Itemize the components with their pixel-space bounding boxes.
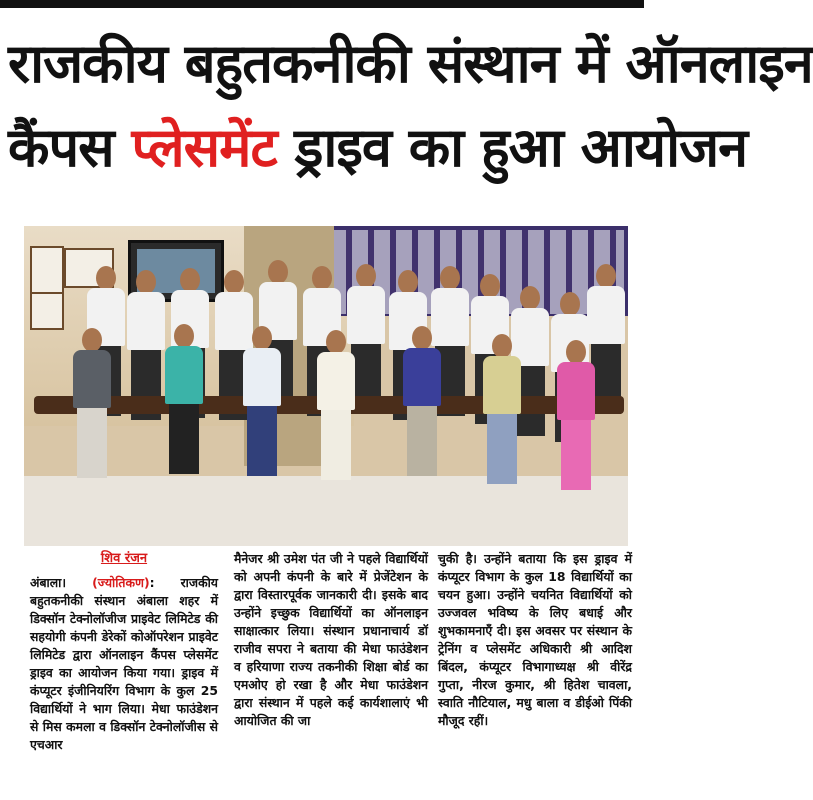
photo-wall-frame — [30, 292, 64, 330]
headline-line-1: राजकीय बहुतकनीकी संस्थान में ऑनलाइन — [8, 32, 813, 95]
byline: शिव रंजन — [100, 551, 148, 566]
photo-seated-person — [536, 340, 616, 530]
photo-seated-person — [52, 328, 132, 518]
article-text-3: चुकी है। उन्होंने बताया कि इस ड्राइव में कंप्यूटर विभाग के कुल 18 विद्यार्थियों का चयन हुआ। उन्होंने चयनित विद्यार्थियों को उज्जवल भविष्य के लिए बधाई और शुभकामनाएँ दी। इस अवसर पर संस्थान के ट्रेनिंग व प्लेसमेंट अधिकारी श्री आदिश बिंदल, कंप्यूटर विभागाध्यक्ष श्री वीरेंद्र गुप्ता, नीरज कुमार, श्री हितेश चावला, स्वाति नौटियाल, मधु बाला व डीईओ पिंकी मौजूद रहीं। — [438, 551, 632, 728]
top-rule — [0, 0, 644, 8]
photo-seated-person — [144, 324, 224, 514]
dateline-agency: (ज्योतिकण) — [92, 575, 150, 590]
photo-seated-person — [296, 330, 376, 520]
headline-line-2-a: कैंपस — [8, 116, 132, 179]
photo-seated-person — [222, 326, 302, 516]
group-photo — [24, 226, 628, 546]
headline-line-2 — [8, 110, 748, 186]
headline-highlight: प्लेसमेंट — [131, 116, 277, 179]
dateline-place: अंबाला। — [30, 575, 67, 590]
article-text-2: मैनेजर श्री उमेश पंत जी ने पहले विद्यार्थियों को अपनी कंपनी के बारे में प्रेजेंटेशन के द्वारा विस्तारपूर्वक जानकारी दी। इसके बाद उन्होंने इच्छुक विद्यार्थियों का ऑनलाइन साक्षात्कार लिया। संस्थान प्रधानाचार्य डॉ राजीव सपरा ने बताया की मेधा फाउंडेशन व हरियाणा राज्य तकनीकी शिक्षा बोर्ड का एमओए हो रखा है और मेधा फाउंडेशन द्वारा संस्थान में पहले कई कार्यशालाएं भी आयोजित की जा — [234, 551, 428, 728]
article-column-3 — [438, 550, 632, 730]
photo-seated-person — [382, 326, 462, 516]
photo-seated-person — [462, 334, 542, 524]
photo-wall-frame — [30, 246, 64, 294]
article-column-2 — [234, 550, 428, 730]
headline-line-2-c: ड्राइव का हुआ आयोजन — [276, 116, 748, 179]
article-paragraph-1: अंबाला। (ज्योतिकण): राजकीय बहुतकनीकी संस्थान अंबाला शहर में डिक्सॉन टेक्नोलॉजीज प्राइवेट लिमिटेड की सहयोगी कंपनी डेरेकों कोऑपरेशन प्राइवेट लिमिटेड द्वारा ऑनलाइन कैंपस प्लेसमेंट ड्राइव का आयोजन किया गया। ड्राइव में कंप्यूटर इंजीनियरिंग विभाग के कुल 25 विद्यार्थियों ने भाग लिया। मेधा फाउंडेशन से मिस कमला व डिक्सॉन टेक्नोलॉजीस से एचआर — [30, 575, 218, 752]
article-text-1: राजकीय बहुतकनीकी संस्थान अंबाला शहर में डिक्सॉन टेक्नोलॉजीज प्राइवेट लिमिटेड की सहयोगी कंपनी डेरेकों कोऑपरेशन प्राइवेट लिमिटेड द्वारा ऑनलाइन कैंपस प्लेसमेंट ड्राइव का आयोजन किया गया। ड्राइव में कंप्यूटर इंजीनियरिंग विभाग के कुल 25 विद्यार्थियों ने भाग लिया। मेधा फाउंडेशन से मिस कमला व डिक्सॉन टेक्नोलॉजीस से एचआर — [30, 575, 218, 752]
article-column-1 — [30, 550, 218, 754]
